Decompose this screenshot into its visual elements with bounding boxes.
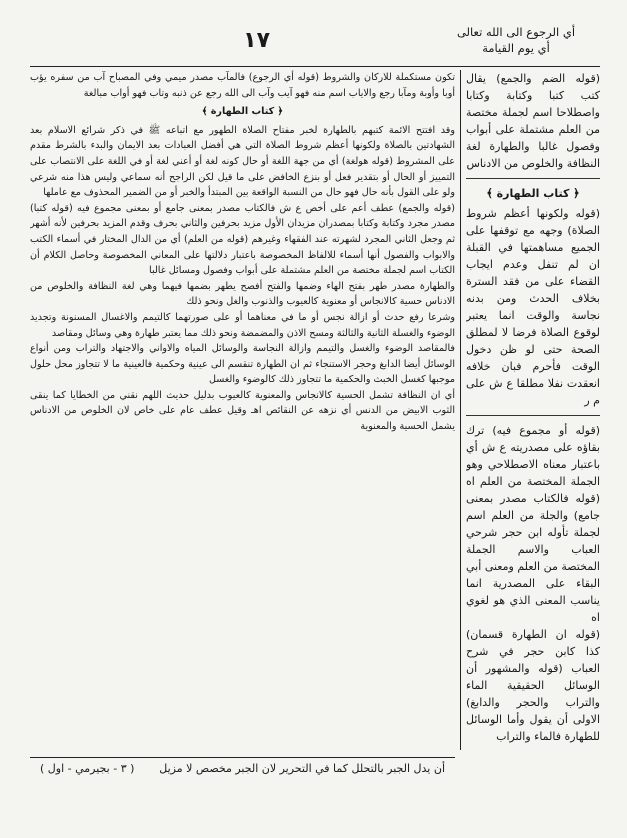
page-header — [30, 22, 600, 66]
margin-paragraph: (قوله ولكونها أعظم شروط الصلاة) وجهه مع توقفها على الجميع مساهمتها في القبلة ان لم تنفل وعدم ايجاب القضاء على من فقد السترة بخلاف الحدث ومن بدنه نجاسة والوقت انما يعتبر لوقوع الصلاة فرضا لا لمطلق الصحة حتى لو ظن دخول الوقت فأحرم فبان خلافه انعقدت نفلا مطلقا ع ش على م ر — [466, 207, 600, 407]
margin-separator — [466, 415, 600, 416]
main-paragraph: وقد افتتح الائمة كتبهم بالطهارة لخبر مفتاح الصلاة الطهور مع اتباعه ﷺ في ذكر شرائع الاسلام بعد الشهادتين بالصلاة ولكونها أعظم شروط الصلاة التي هي أفضل العبادات بعد الايمان والبدء بالشرط مقدم على المشروط (قوله هولغة) أي من جهة اللغة أو حال كونه لغة أو أعني لغة أو في اللغة على الانتصاب على التمييز أو الحال أو بتقدير فعل أو بنزع الخافض على ما قيل لكن الراجح أنه سماعي وليس هذا منه شرعي ولو على القول بأنه حال فهو حال من النسبة الواقعة بين المبتدأ والخبر أو من الضمير المحذوف مع عاملها — [30, 124, 455, 199]
main-column — [30, 70, 455, 750]
main-paragraph: أي ان النظافة تشمل الحسية كالانجاس والمعنوية كالعيوب بدليل حديث اللهم نقني من الخطايا كما ينقى الثوب الابيض من الدنس أي نزهه عن النقائص اهـ وقيل عطف عام على خاص لان الخلوص من الادناس يشمل الحسية والمعنوية — [30, 389, 455, 433]
main-paragraph: والطهارة مصدر طهر بفتح الهاء وضمها والفتح أفصح يطهر بضمها فيهما وهي لغة النظافة والخلوص من الادناس حسية كالانجاس أو معنوية كالعيوب والذنوب والغل ونحو ذلك — [30, 280, 455, 308]
header-note: أي يوم القيامة — [482, 41, 550, 55]
book-page — [30, 22, 600, 822]
page-footer — [30, 762, 455, 780]
header-rule — [30, 66, 600, 67]
margin-paragraph: (قوله أو مجموع فيه) ترك بقاؤه على مصدريته ع ش أي باعتبار معناه الاصطلاحي وهو الجملة المختصة من العلم اه (قوله فالكتاب مصدر بمعنى جامع) والجلة من العلم اسم لجملة تأوله ابن حجر شرحي العباب والاسم الجملة المختصة من العلم ومعنى أبي البقاء على المصدرية انما يناسب المعنى الذي هو لغوي اه — [466, 424, 600, 624]
main-paragraph: وشرعا رفع حدث أو ازالة نجس أو ما في معناهما أو على صورتهما كالتيمم والاغسال المسنونة وتجديد الوضوء والغسلة الثانية والثالثة ومسح الاذن والمضمضة ونحو ذلك مما يعتبر طهارة وهي وسائل ومقاصد — [30, 311, 455, 339]
margin-paragraph: (قوله الضم والجمع) يقال كتب كتبا وكتابة وكتابا واصطلاحا اسم لجملة مختصة من العلم مشتملة على أبواب وفصول غالبا والطهارة لغة النظافة والخلوص من الادناس — [466, 72, 600, 170]
main-paragraph: فالمقاصد الوضوء والغسل والتيمم وازالة النجاسة والوسائل المياه والاواني والاجتهاد والتراب ومن أنواع الوسائل أيضا الدابغ وحجر الاستنجاء ثم ان الطهارة تنقسم الى عينية وحكمية فالعينية ما لا تتجاوز محل حلول موجبها كغسل الخبث والحكمية ما تتجاوز ذلك كالوضوء والغسل — [30, 343, 455, 386]
header-note: أي الرجوع الى الله تعالى — [456, 25, 576, 39]
margin-column — [466, 70, 600, 750]
footer-catchline: أن يدل الجبر بالتحلل كما في التحرير لان الجبر مخصص لا مزيل — [159, 762, 445, 775]
main-paragraph: تكون مستكملة للاركان والشروط (قوله أي الرجوع) فالمآب مصدر ميمي وفي المصباح آب من سفره يؤب أوبا وأوبة ومآبا رجع والاياب اسم منه فهو آيب وآب الى الله رجع عن ذنبه وتاب فهو أواب مبالغة — [30, 72, 455, 99]
main-paragraph: (قوله والجمع) عطف أعم على أخص ع ش فالكتاب مصدر بمعنى جامع أو بمعنى مجموع فيه (قوله كتبا) مصدر مجرد وكتابة وكتابا بمصدران مزيدان الأول مزيد بحرفين والثاني بحرف وقدم المزيد بحرفين لأنه أشهر ثم وجعل الثاني المجرد لشهرته عند الفقهاء وغيرهم (قوله من العلم) أي من الدال المختار في أسماء الكتب والابواب والفصول أنها أسماء للالفاظ المخصوصة باعتبار دلالتها على المعاني المخصوصة وحاصل الكلام أن الكتاب اسم لجملة مختصة من العلم مشتملة على أبواب وفصول ومسائل غالبا — [30, 202, 455, 277]
margin-section-heading: ﴿ كتاب الطهارة ﴾ — [486, 187, 580, 200]
main-section-heading: ﴿ كتاب الطهارة ﴾ — [201, 106, 284, 118]
margin-paragraph: (قوله ان الطهارة قسمان) كذا كابن حجر في شرح العباب (قوله والمشهور أن الوسائل الحقيقية الماء والتراب والحجر والدابغ) الاولى أن يقول وأما الوسائل للطهارة فالماء والتراب — [466, 628, 600, 743]
column-divider — [460, 70, 461, 750]
footer-rule — [30, 757, 455, 758]
margin-separator — [466, 178, 600, 179]
header-margin-notes — [432, 24, 600, 56]
page-number: ١٧ — [243, 28, 270, 53]
footer-signature: ( ٣ - بجيرمي - اول ) — [40, 762, 135, 775]
